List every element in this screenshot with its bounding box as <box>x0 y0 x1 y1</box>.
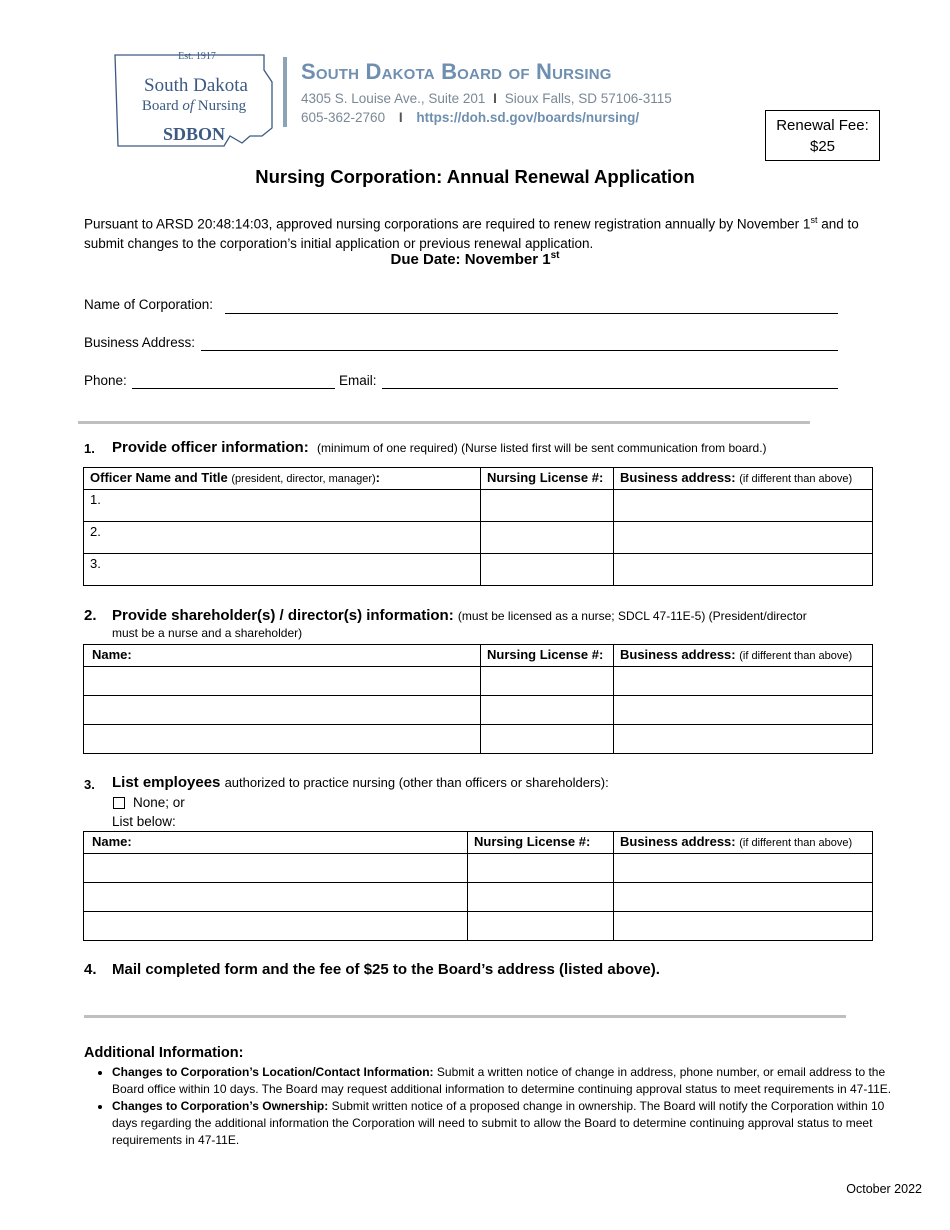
divider <box>84 1015 846 1018</box>
additional-info-list <box>84 1064 892 1149</box>
officer-table-header <box>84 468 873 490</box>
officer-cell[interactable]: 3. <box>84 554 481 586</box>
section1-heading: Provide officer information: (minimum of one required) (Nurse listed first will be sent communication from board.) <box>112 439 767 456</box>
org-address-line <box>301 91 672 106</box>
license-cell[interactable] <box>481 725 614 754</box>
business-address-header: Business address: (if different than above) <box>614 468 873 490</box>
intro-paragraph: Pursuant to ARSD 20:48:14:03, approved nursing corporations are required to renew registration annually by November 1st and to submit changes to the corporation’s initial application or previous renewal application. <box>84 215 859 251</box>
officer-name-header: Officer Name and Title (president, director, manager): <box>84 468 481 490</box>
section4-number: 4. <box>84 961 97 978</box>
name-cell[interactable] <box>84 883 468 912</box>
org-contact-line <box>301 110 639 125</box>
none-option-label: None; or <box>133 795 185 810</box>
divider <box>78 421 810 424</box>
name-cell[interactable] <box>84 854 468 883</box>
phone-field[interactable] <box>132 388 335 389</box>
officer-table <box>83 467 873 586</box>
address-cell[interactable] <box>614 725 873 754</box>
name-cell[interactable] <box>84 912 468 941</box>
license-cell[interactable] <box>468 883 614 912</box>
officer-cell[interactable]: 1. <box>84 490 481 522</box>
address-cell[interactable] <box>614 522 873 554</box>
org-separator: I <box>493 91 497 106</box>
employee-table <box>83 831 873 941</box>
section1-number: 1. <box>84 441 95 456</box>
address-cell[interactable] <box>614 912 873 941</box>
address-cell[interactable] <box>614 667 873 696</box>
address-cell[interactable] <box>614 490 873 522</box>
business-address-label: Business Address: <box>84 335 196 350</box>
section3-heading: List employees authorized to practice nursing (other than officers or shareholders): <box>112 774 609 791</box>
license-cell[interactable] <box>481 667 614 696</box>
name-cell[interactable] <box>84 696 481 725</box>
org-separator-2: I <box>398 110 403 125</box>
fee-amount: $25 <box>809 138 836 155</box>
section4-text: Mail completed form and the fee of $25 to the Board’s address (listed above). <box>112 961 660 978</box>
license-cell[interactable] <box>468 912 614 941</box>
renewal-fee-box <box>765 110 880 161</box>
corporation-name-label: Name of Corporation: <box>84 297 214 312</box>
section2-note: (must be licensed as a nurse; SDCL 47-11E-5) (President/director <box>457 609 807 623</box>
name-cell[interactable] <box>84 725 481 754</box>
due-date: Due Date: November 1st <box>390 250 560 268</box>
corporation-name-field[interactable] <box>225 313 838 314</box>
name-header: Name: <box>84 832 468 854</box>
business-address-header: Business address: (if different than above) <box>614 832 873 854</box>
license-cell[interactable] <box>481 554 614 586</box>
org-phone: 605-362-2760 <box>301 110 386 125</box>
section3-note: authorized to practice nursing (other than officers or shareholders): <box>224 775 609 790</box>
business-address-field[interactable] <box>201 350 838 351</box>
section3-number: 3. <box>84 777 95 792</box>
section2-number: 2. <box>84 607 97 624</box>
license-header: Nursing License #: <box>468 832 614 854</box>
table-row <box>84 490 873 522</box>
license-cell[interactable] <box>481 696 614 725</box>
page-title: Nursing Corporation: Annual Renewal Application <box>255 166 695 187</box>
license-cell[interactable] <box>481 490 614 522</box>
business-address-header: Business address: (if different than above) <box>614 645 873 667</box>
logo-est: Est. 1917 <box>178 51 216 62</box>
header-divider <box>283 57 287 127</box>
license-header: Nursing License #: <box>481 645 614 667</box>
table-row <box>84 912 873 941</box>
officer-cell[interactable]: 2. <box>84 522 481 554</box>
address-cell[interactable] <box>614 696 873 725</box>
address-cell[interactable] <box>614 854 873 883</box>
employee-table-header <box>84 832 873 854</box>
email-field[interactable] <box>382 388 838 389</box>
table-row <box>84 854 873 883</box>
table-row <box>84 725 873 754</box>
license-header: Nursing License #: <box>481 468 614 490</box>
address-cell[interactable] <box>614 554 873 586</box>
org-address: 4305 S. Louise Ave., Suite 201 <box>301 91 486 106</box>
org-url-link[interactable]: https://doh.sd.gov/boards/nursing/ <box>416 110 640 125</box>
fee-label: Renewal Fee: <box>776 117 869 134</box>
name-cell[interactable] <box>84 667 481 696</box>
org-name: South Dakota Board of Nursing <box>301 59 612 84</box>
address-cell[interactable] <box>614 883 873 912</box>
section2-note-cont: must be a nurse and a shareholder) <box>112 626 303 640</box>
section1-note: (minimum of one required) (Nurse listed first will be sent communication from board.) <box>317 441 767 455</box>
table-row <box>84 667 873 696</box>
table-row <box>84 522 873 554</box>
list-item: • Changes to Corporation’s Location/Contact Information: Submit a written notice of change in address, phone number, or email address to the Board office within 10 days. The Board may request additional information to determine continuing approval status to meet requirements in 47-11E. <box>112 1064 892 1098</box>
org-city: Sioux Falls, SD 57106-3115 <box>504 91 672 106</box>
email-label: Email: <box>339 373 377 388</box>
license-cell[interactable] <box>481 522 614 554</box>
additional-info-title: Additional Information: <box>84 1045 244 1061</box>
shareholder-table-header <box>84 645 873 667</box>
sdbon-logo <box>112 50 277 152</box>
none-option <box>113 795 185 810</box>
list-item: • Changes to Corporation’s Ownership: Submit written notice of a proposed change in ownership. The Board will notify the Corporation within 10 days regarding the additional information the Corporation will need to submit to allow the Board to determine continuing approval status to meet requirements in 47-11E. <box>112 1098 892 1149</box>
logo-line2: Board of Nursing <box>141 98 247 114</box>
none-checkbox[interactable] <box>113 797 125 809</box>
shareholder-table <box>83 644 873 754</box>
list-below-label: List below: <box>112 814 176 829</box>
logo-graphic <box>112 50 277 152</box>
phone-label: Phone: <box>84 373 127 388</box>
table-row <box>84 696 873 725</box>
logo-line3: SDBON <box>162 124 226 144</box>
table-row <box>84 883 873 912</box>
name-header: Name: <box>84 645 481 667</box>
revision-date: October 2022 <box>846 1182 922 1196</box>
section2-heading: Provide shareholder(s) / director(s) information: (must be licensed as a nurse; SDCL 47-11E-5) (President/director <box>112 607 807 624</box>
license-cell[interactable] <box>468 854 614 883</box>
table-row <box>84 554 873 586</box>
logo-line1: South Dakota <box>144 75 248 96</box>
